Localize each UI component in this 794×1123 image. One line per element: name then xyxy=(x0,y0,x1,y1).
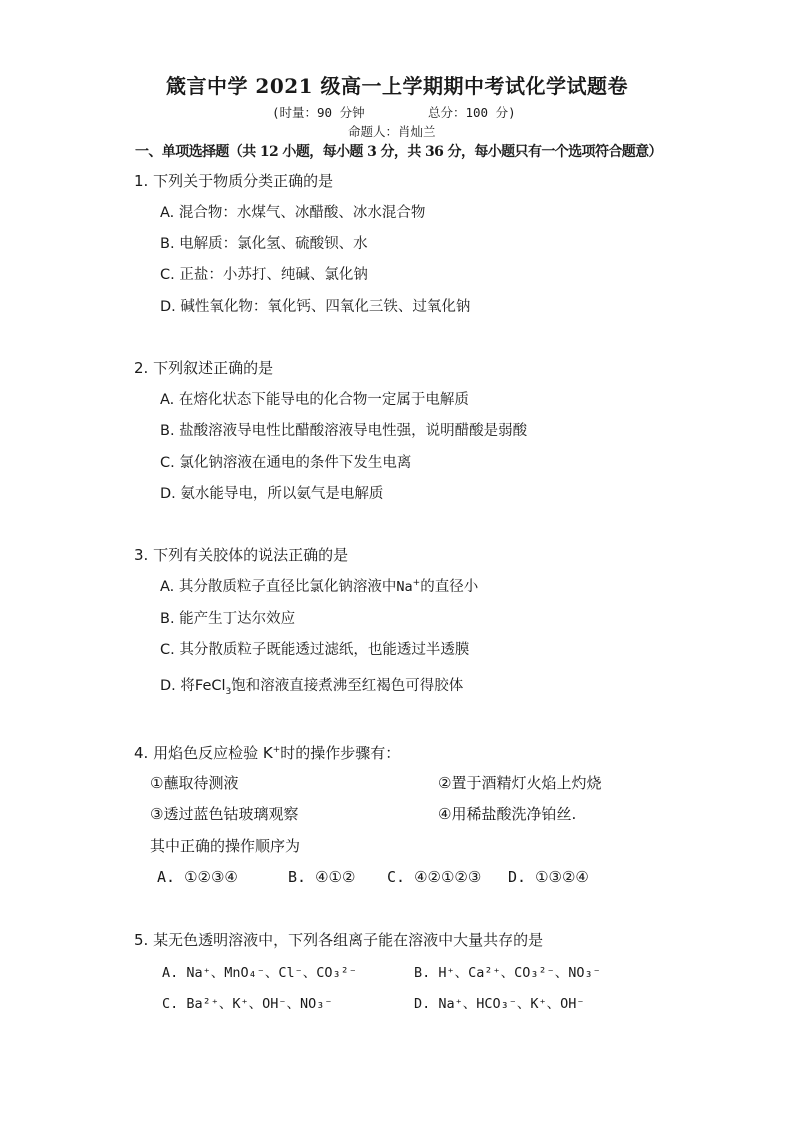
q1-option-c: C. 正盐：小苏打、纯碱、氯化钠 xyxy=(160,267,368,283)
section-heading: 一、单项选择题（共 12 小题，每小题 3 分，共 36 分，每小题只有一个选项符合题意） xyxy=(135,144,662,160)
q4-stem xyxy=(134,742,400,763)
q2-option-d: D. 氨水能导电，所以氨气是电解质 xyxy=(160,486,384,502)
q1-option-d: D. 碱性氧化物：氧化钙、四氧化三铁、过氧化钠 xyxy=(160,299,471,315)
q4-option-d: D. ①③②④ xyxy=(508,868,589,886)
q3-option-c: C. 其分散质粒子既能透过滤纸，也能透过半透膜 xyxy=(160,642,470,658)
q4-stem-text-end: 时的操作步骤有： xyxy=(280,744,401,762)
q2-stem: 2. 下列叙述正确的是 xyxy=(134,359,274,377)
q4-option-c: C. ④②①②③ xyxy=(387,868,482,886)
author: 命题人：肖灿兰 xyxy=(348,124,436,139)
q5-option-d: D. Na⁺、HCO₃⁻、K⁺、OH⁻ xyxy=(414,996,585,1012)
q1-option-a: A. 混合物：水煤气、冰醋酸、冰水混合物 xyxy=(160,205,426,221)
time-limit: (时量：90 分钟 xyxy=(272,105,365,120)
q3-d-subscript: 3 xyxy=(225,686,232,697)
q3-a-ion: Na xyxy=(396,579,413,595)
q3-option-b: B. 能产生丁达尔效应 xyxy=(160,611,296,627)
q3-a-text-end: 的直径小 xyxy=(420,579,479,595)
q3-a-charge: + xyxy=(412,578,421,589)
q4-stem-text: 4. 用焰色反应检验 K xyxy=(134,744,273,762)
q4-step-1: ①蘸取待测液 xyxy=(150,774,239,792)
q2-option-c: C. 氯化钠溶液在通电的条件下发生电离 xyxy=(160,455,412,471)
q4-step-2: ②置于酒精灯火焰上灼烧 xyxy=(438,774,602,792)
q4-step-3: ③透过蓝色钴玻璃观察 xyxy=(150,805,299,823)
q1-option-b: B. 电解质：氯化氢、硫酸钡、水 xyxy=(160,236,368,252)
q1-stem: 1. 下列关于物质分类正确的是 xyxy=(134,172,334,190)
exam-title: 箴言中学 2021 级高一上学期期中考试化学试题卷 xyxy=(165,74,629,98)
q4-option-b: B. ④①② xyxy=(288,868,356,886)
q3-d-formula: FeCl xyxy=(194,678,226,694)
q2-option-a: A. 在熔化状态下能导电的化合物一定属于电解质 xyxy=(160,392,469,408)
q3-option-d xyxy=(160,674,463,697)
q3-d-text-end: 饱和溶液直接煮沸至红褐色可得胶体 xyxy=(231,678,464,694)
q4-stem-charge: + xyxy=(272,745,281,755)
q2-option-b: B. 盐酸溶液导电性比醋酸溶液导电性强，说明醋酸是弱酸 xyxy=(160,423,528,439)
q5-option-c: C. Ba²⁺、K⁺、OH⁻、NO₃⁻ xyxy=(162,996,333,1012)
q5-option-b: B. H⁺、Ca²⁺、CO₃²⁻、NO₃⁻ xyxy=(414,965,601,981)
q3-a-text: A. 其分散质粒子直径比氯化钠溶液中 xyxy=(160,579,397,595)
total-score: 总分：100 分) xyxy=(428,105,516,120)
q3-d-text: D. 将 xyxy=(160,678,195,694)
q3-stem: 3. 下列有关胶体的说法正确的是 xyxy=(134,546,349,564)
q5-stem: 5. 某无色透明溶液中，下列各组离子能在溶液中大量共存的是 xyxy=(134,931,544,949)
q4-step-4: ④用稀盐酸洗净铂丝. xyxy=(438,805,577,823)
q3-option-a xyxy=(160,575,478,596)
q5-option-a: A. Na⁺、MnO₄⁻、Cl⁻、CO₃²⁻ xyxy=(162,965,357,981)
q4-option-a: A. ①②③④ xyxy=(157,868,238,886)
q4-prompt: 其中正确的操作顺序为 xyxy=(150,837,301,855)
